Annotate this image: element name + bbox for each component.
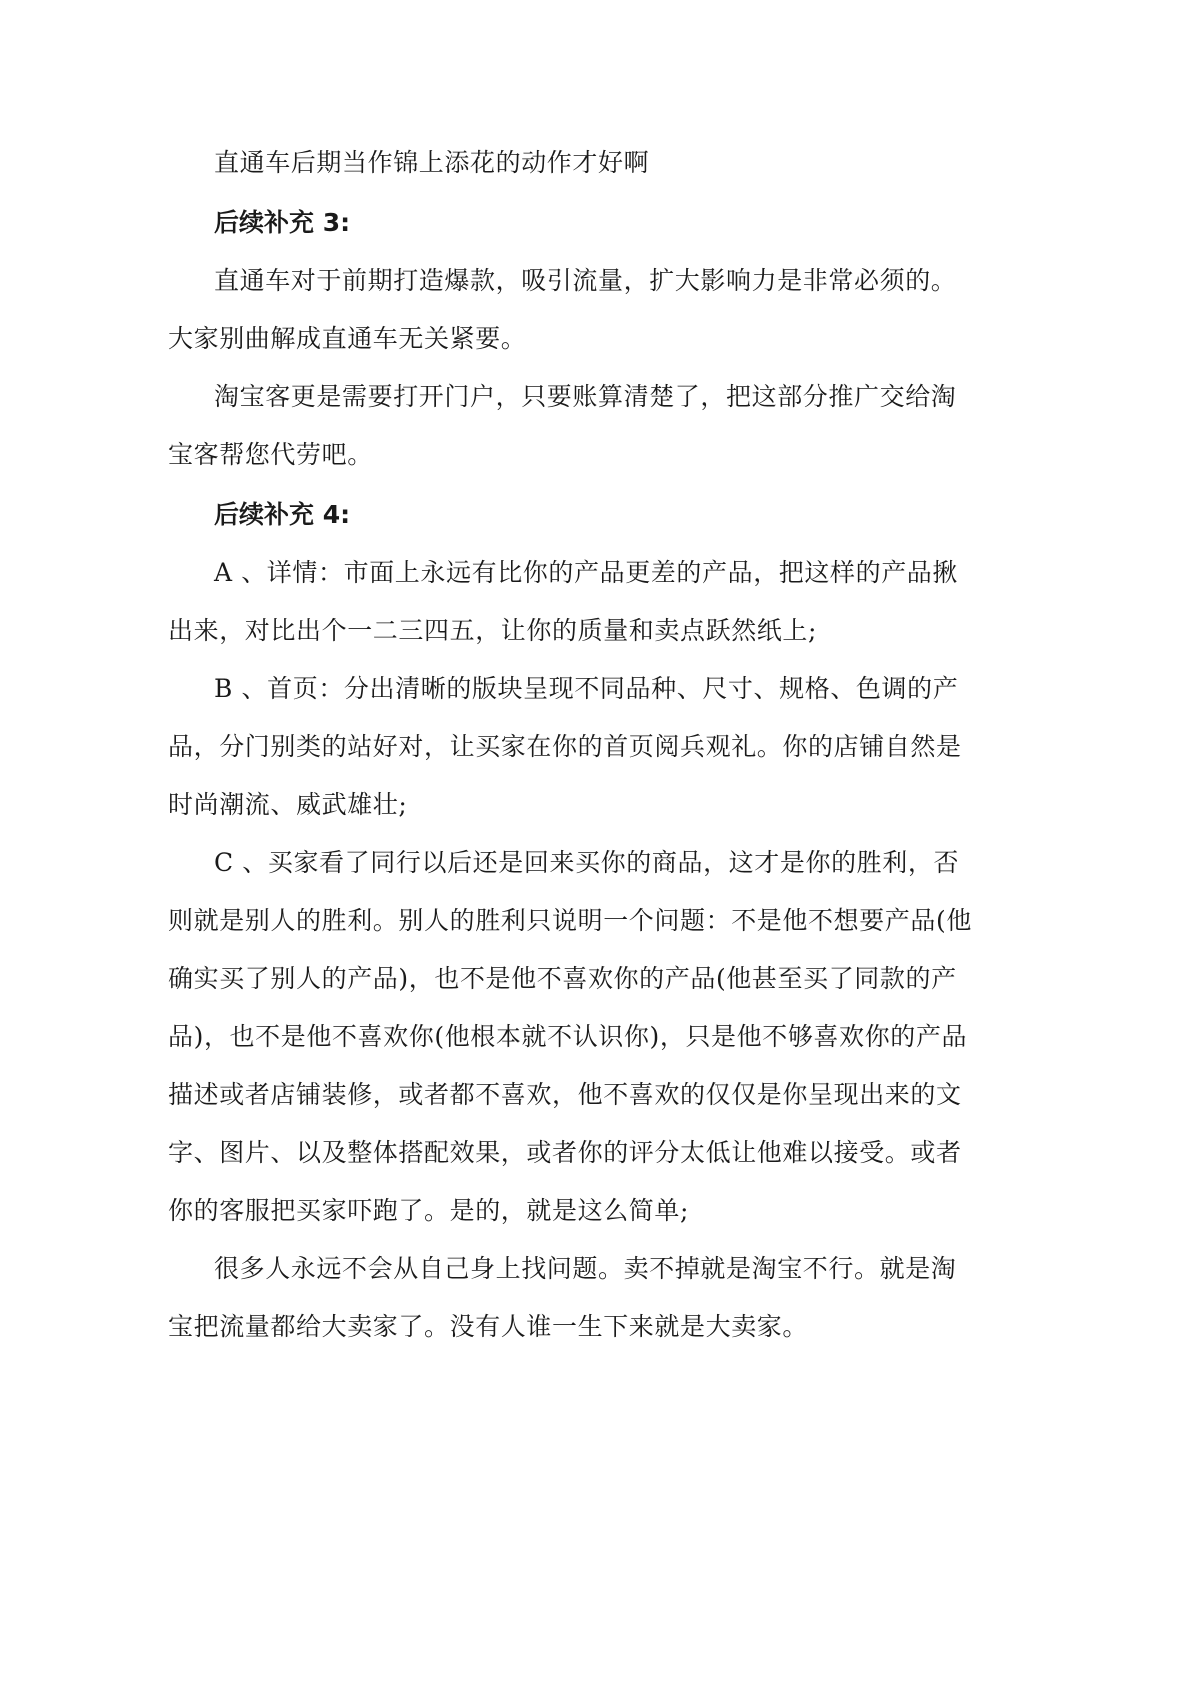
paragraph-line: C 、买家看了同行以后还是回来买你的商品，这才是你的胜利，否: [214, 848, 960, 877]
paragraph-line: 描述或者店铺装修，或者都不喜欢，他不喜欢的仅仅是你呈现出来的文: [168, 1080, 962, 1109]
paragraph-line: 字、图片、以及整体搭配效果，或者你的评分太低让他难以接受。或者: [168, 1138, 962, 1167]
paragraph-line: 直通车对于前期打造爆款，吸引流量，扩大影响力是非常必须的。: [214, 266, 957, 295]
paragraph-line: 确实买了别人的产品)，也不是他不喜欢你的产品(他甚至买了同款的产: [168, 964, 957, 993]
section-heading-3: 后续补充 3:: [214, 208, 351, 237]
paragraph-line: 宝客帮您代劳吧。: [168, 440, 373, 469]
paragraph-line: 则就是别人的胜利。别人的胜利只说明一个问题：不是他不想要产品(他: [168, 906, 972, 935]
paragraph-line: 大家别曲解成直通车无关紧要。: [168, 324, 527, 353]
paragraph-line: B 、首页：分出清晰的版块呈现不同品种、尺寸、规格、色调的产: [214, 674, 959, 703]
paragraph-line: 你的客服把买家吓跑了。是的，就是这么简单;: [168, 1196, 690, 1225]
paragraph-line: 很多人永远不会从自己身上找问题。卖不掉就是淘宝不行。就是淘: [214, 1254, 957, 1283]
paragraph-line: 宝把流量都给大卖家了。没有人谁一生下来就是大卖家。: [168, 1312, 809, 1341]
paragraph-line: 淘宝客更是需要打开门户，只要账算清楚了，把这部分推广交给淘: [214, 382, 957, 411]
paragraph-line: 品)，也不是他不喜欢你(他根本就不认识你)，只是他不够喜欢你的产品: [168, 1022, 968, 1051]
paragraph-line: 出来，对比出个一二三四五，让你的质量和卖点跃然纸上;: [168, 616, 818, 645]
section-heading-4: 后续补充 4:: [214, 500, 351, 529]
paragraph-line: 时尚潮流、威武雄壮;: [168, 790, 408, 819]
paragraph-line: 品，分门别类的站好对，让买家在你的首页阅兵观礼。你的店铺自然是: [168, 732, 962, 761]
paragraph-line: A 、详情：市面上永远有比你的产品更差的产品，把这样的产品揪: [214, 558, 959, 587]
paragraph-line: 直通车后期当作锦上添花的动作才好啊: [214, 148, 650, 177]
